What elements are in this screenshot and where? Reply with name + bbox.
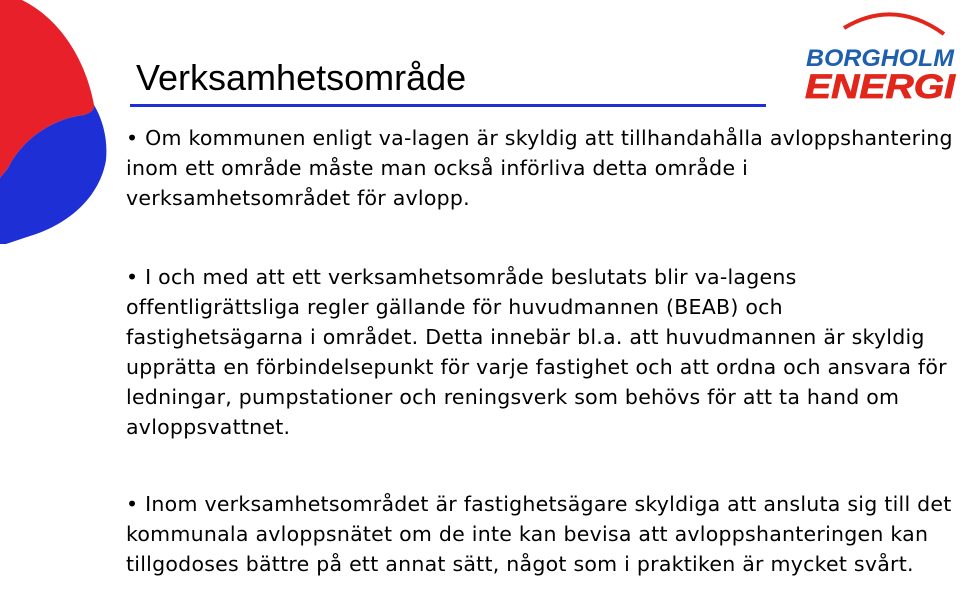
logo-arc bbox=[844, 14, 944, 34]
bullet-icon: • bbox=[126, 492, 139, 516]
logo-text-borgholm: BORGHOLM bbox=[806, 45, 956, 72]
decorative-swoosh bbox=[0, 0, 112, 250]
bullet-icon: • bbox=[126, 126, 139, 150]
bullet-icon: • bbox=[126, 265, 139, 289]
logo-text-energi: ENERGI bbox=[805, 68, 957, 100]
bullet-item-2 bbox=[126, 262, 956, 442]
borgholm-energi-logo bbox=[802, 8, 958, 100]
bullet-item-1 bbox=[126, 123, 956, 213]
bullet-text: I och med att ett verksamhetsområde beslutats blir va-lagens offentligrättsliga regler gällande för huvudmannen (BEAB) och fastighetsägarna i området. Detta innebär bl.a. att huvudmannen är skyldig upprätta en förbindelsepunkt för varje fastighet och att ordna och ansvara för ledningar, pumpstationer och reningsverk som behövs för att ta hand om avloppsvattnet. bbox=[126, 265, 947, 439]
bullet-text: Om kommunen enligt va-lagen är skyldig att tillhandahålla avloppshantering inom ett område måste man också införliva detta område i verksamhetsområdet för avlopp. bbox=[126, 126, 953, 210]
bullet-item-3 bbox=[126, 489, 956, 579]
title-underline bbox=[130, 104, 766, 107]
bullet-text: Inom verksamhetsområdet är fastighetsägare skyldiga att ansluta sig till det kommunala avloppsnätet om de inte kan bevisa att avloppshanteringen kan tillgodoses bättre på ett annat sätt, något som i praktiken är mycket svårt. bbox=[126, 492, 952, 576]
slide-title: Verksamhetsområde bbox=[136, 57, 467, 98]
